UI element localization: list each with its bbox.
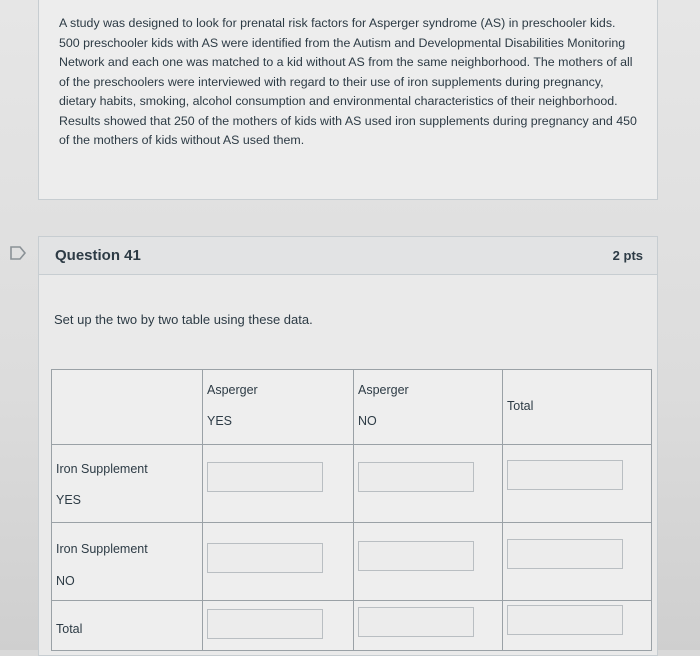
answer-cell <box>503 445 652 523</box>
answer-input-r2c2[interactable] <box>358 541 474 571</box>
header-label: Total <box>507 399 534 413</box>
row-label: Iron Supplement <box>56 542 148 556</box>
row-header-total <box>52 601 203 651</box>
header-asperger-no <box>354 370 503 445</box>
table-corner-cell <box>52 370 203 445</box>
question-header <box>39 237 657 275</box>
answer-input-r3c3[interactable] <box>507 605 623 635</box>
bookmark-icon[interactable] <box>10 246 26 260</box>
answer-input-r2c1[interactable] <box>207 543 323 573</box>
answer-input-r1c1[interactable] <box>207 462 323 492</box>
answer-cell <box>354 601 503 651</box>
question-title: Question 41 <box>55 247 141 264</box>
question-prompt: Set up the two by two table using these data. <box>54 312 313 327</box>
row-label: YES <box>56 493 82 507</box>
question-card <box>38 236 658 656</box>
row-header-iron-yes <box>52 445 203 523</box>
header-asperger-yes <box>203 370 354 445</box>
answer-input-r1c3[interactable] <box>507 460 623 490</box>
header-total <box>503 370 652 445</box>
stimulus-text: A study was designed to look for prenatal risk factors for Asperger syndrome (AS) in preschooler kids. 500 preschooler kids with AS were identified from the Autism and Developmental Disabilities Monitoring Network and each one was matched to a kid without AS from the same neighborhood. The mothers of all of the preschoolers were interviewed with regard to their use of iron supplements during pregnancy, dietary habits, smoking, alcohol consumption and environmental characteristics of their neighborhood. Results showed that 250 of the mothers of kids with AS used iron supplements during pregnancy and 450 of the mothers of kids without AS used them. <box>59 16 637 147</box>
answer-input-r2c3[interactable] <box>507 539 623 569</box>
answer-cell <box>354 445 503 523</box>
two-by-two-table <box>51 369 652 651</box>
header-label: Asperger <box>207 383 258 397</box>
answer-cell <box>503 523 652 601</box>
answer-input-r1c2[interactable] <box>358 462 474 492</box>
stimulus-panel <box>38 0 658 200</box>
question-points: 2 pts <box>612 248 643 263</box>
row-label: NO <box>56 574 75 588</box>
row-header-iron-no <box>52 523 203 601</box>
answer-cell <box>203 601 354 651</box>
answer-cell <box>203 523 354 601</box>
header-label: Asperger <box>358 383 409 397</box>
answer-cell <box>354 523 503 601</box>
answer-cell <box>203 445 354 523</box>
header-label: YES <box>207 414 233 428</box>
answer-cell <box>503 601 652 651</box>
answer-input-r3c1[interactable] <box>207 609 323 639</box>
answer-input-r3c2[interactable] <box>358 607 474 637</box>
row-label: Iron Supplement <box>56 462 148 476</box>
header-label: NO <box>358 414 377 428</box>
row-label: Total <box>56 622 83 636</box>
